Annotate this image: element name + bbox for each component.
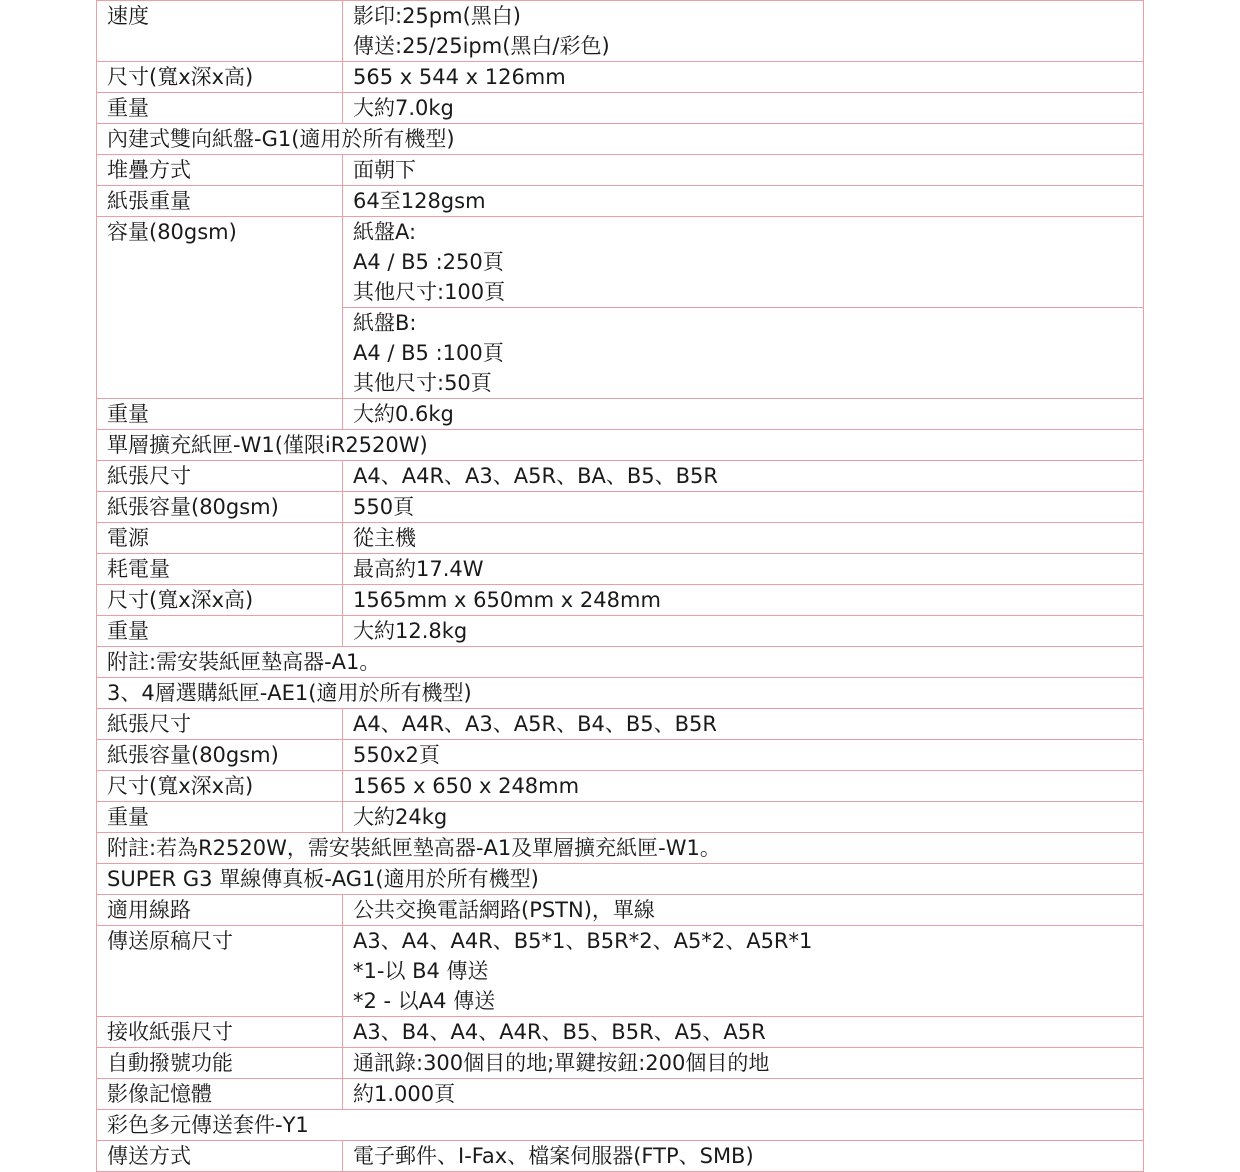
spec-text: 堆疊方式: [107, 158, 191, 182]
section-heading: [97, 833, 1143, 863]
spec-text: 550頁: [353, 495, 415, 519]
spec-value: [343, 740, 1143, 770]
spec-row: [96, 771, 1144, 802]
spec-value: [343, 1017, 1143, 1047]
spec-text: 565 x 544 x 126mm: [353, 65, 566, 89]
spec-label: [97, 399, 343, 429]
spec-text: 電源: [107, 526, 149, 550]
spec-text: 耗電量: [107, 557, 170, 581]
spec-text: 公共交換電話網路(PSTN)，單線: [353, 898, 655, 922]
spec-text: 其他尺寸:50頁: [353, 371, 492, 395]
spec-label: [97, 585, 343, 615]
spec-row: [96, 492, 1144, 523]
spec-text: 大約7.0kg: [353, 96, 454, 120]
spec-label: [97, 740, 343, 770]
spec-text: 單層擴充紙匣-W1(僅限iR2520W): [107, 433, 428, 457]
spec-text: 重量: [107, 619, 149, 643]
spec-text: 紙張容量(80gsm): [107, 743, 279, 767]
spec-value: [343, 399, 1143, 429]
spec-value: [343, 802, 1143, 832]
spec-text: 其他尺寸:100頁: [353, 280, 506, 304]
spec-label: [97, 1017, 343, 1047]
section-heading-row: [96, 647, 1144, 678]
spec-row: [96, 554, 1144, 585]
spec-text: 電子郵件、I-Fax、檔案伺服器(FTP、SMB): [353, 1144, 754, 1168]
spec-row: [96, 186, 1144, 217]
spec-label: [97, 1079, 343, 1109]
spec-text: 容量(80gsm): [107, 220, 237, 244]
spec-value: [343, 771, 1143, 801]
spec-label: [97, 802, 343, 832]
spec-label: [97, 709, 343, 739]
spec-text: 內建式雙向紙盤-G1(適用於所有機型): [107, 127, 455, 151]
spec-label: [97, 461, 343, 491]
spec-label: [97, 523, 343, 553]
spec-row: [96, 461, 1144, 492]
section-heading-row: [96, 678, 1144, 709]
spec-text: 重量: [107, 805, 149, 829]
spec-row: [96, 399, 1144, 430]
spec-text: 重量: [107, 96, 149, 120]
section-heading-row: [96, 833, 1144, 864]
spec-row: [96, 0, 1144, 62]
spec-text: 面朝下: [353, 158, 416, 182]
spec-label: [97, 1048, 343, 1078]
spec-text: 1565mm x 650mm x 248mm: [353, 588, 661, 612]
spec-row: [96, 740, 1144, 771]
spec-value: [343, 155, 1143, 185]
spec-text: 附註:若為R2520W，需安裝紙匣墊高器-A1及單層擴充紙匣-W1。: [107, 836, 721, 860]
spec-row: [96, 895, 1144, 926]
spec-label: [97, 771, 343, 801]
spec-row: [96, 93, 1144, 124]
spec-label: [97, 926, 343, 1016]
spec-text: 紙盤B:: [353, 311, 417, 335]
spec-text: 傳送方式: [107, 1144, 191, 1168]
spec-value: [343, 186, 1143, 216]
spec-text: 尺寸(寬x深x高): [107, 774, 254, 798]
spec-row: [96, 585, 1144, 616]
spec-value: [343, 93, 1143, 123]
spec-text: 3、4層選購紙匣-AE1(適用於所有機型): [107, 681, 472, 705]
spec-text: A4、A4R、A3、A5R、BA、B5、B5R: [353, 464, 718, 488]
spec-row: [96, 217, 1144, 399]
spec-text: *1-以 B4 傳送: [353, 959, 489, 983]
spec-text: 最高約17.4W: [353, 557, 484, 581]
spec-row: [96, 523, 1144, 554]
spec-row: [96, 62, 1144, 93]
spec-text: 影像記憶體: [107, 1082, 212, 1106]
spec-text: 大約24kg: [353, 805, 448, 829]
spec-text: 適用線路: [107, 898, 191, 922]
spec-value: [343, 616, 1143, 646]
spec-value: [343, 1, 1143, 61]
spec-value: [343, 709, 1143, 739]
spec-label: [97, 217, 343, 398]
spec-value: [343, 1079, 1143, 1109]
spec-value: [343, 1048, 1143, 1078]
spec-value: [343, 523, 1143, 553]
spec-text: A3、A4、A4R、B5*1、B5R*2、A5*2、A5R*1: [353, 929, 813, 953]
section-heading: [97, 864, 1143, 894]
spec-value: [343, 585, 1143, 615]
spec-value: [343, 217, 1143, 398]
spec-row: [96, 616, 1144, 647]
section-heading-row: [96, 430, 1144, 461]
spec-text: 重量: [107, 402, 149, 426]
section-heading: [97, 647, 1143, 677]
spec-row: [96, 709, 1144, 740]
spec-row: [96, 1048, 1144, 1079]
spec-text: 傳送原稿尺寸: [107, 929, 233, 953]
spec-row: [96, 1141, 1144, 1172]
section-heading: [97, 678, 1143, 708]
spec-text: 550x2頁: [353, 743, 440, 767]
spec-text: 64至128gsm: [353, 189, 486, 213]
section-heading-row: [96, 1110, 1144, 1141]
spec-text: 紙張尺寸: [107, 712, 191, 736]
spec-value: [343, 461, 1143, 491]
spec-text: 尺寸(寬x深x高): [107, 588, 254, 612]
spec-text: 尺寸(寬x深x高): [107, 65, 254, 89]
spec-text: 自動撥號功能: [107, 1051, 233, 1075]
section-heading: [97, 430, 1143, 460]
spec-text: 大約0.6kg: [353, 402, 454, 426]
spec-label: [97, 186, 343, 216]
spec-value: [343, 1141, 1143, 1171]
spec-label: [97, 93, 343, 123]
spec-row: [96, 155, 1144, 186]
spec-text: 紙張重量: [107, 189, 191, 213]
spec-value: [343, 926, 1143, 1016]
spec-value: [343, 554, 1143, 584]
spec-text: 從主機: [353, 526, 416, 550]
spec-value: [343, 62, 1143, 92]
spec-text: 通訊錄:300個目的地;單鍵按鈕:200個目的地: [353, 1051, 770, 1075]
spec-row: [96, 1017, 1144, 1048]
spec-text: SUPER G3 單線傳真板-AG1(適用於所有機型): [107, 867, 539, 891]
spec-label: [97, 62, 343, 92]
spec-text: 1565 x 650 x 248mm: [353, 774, 580, 798]
spec-text: 紙張尺寸: [107, 464, 191, 488]
section-heading-row: [96, 864, 1144, 895]
spec-text: A3、B4、A4、A4R、B5、B5R、A5、A5R: [353, 1020, 766, 1044]
spec-value: [343, 895, 1143, 925]
spec-text: 約1.000頁: [353, 1082, 456, 1106]
spec-label: [97, 492, 343, 522]
spec-text: A4、A4R、A3、A5R、B4、B5、B5R: [353, 712, 717, 736]
spec-label: [97, 895, 343, 925]
spec-text: 紙盤A:: [353, 220, 417, 244]
spec-row: [96, 1079, 1144, 1110]
spec-text: 彩色多元傳送套件-Y1: [107, 1113, 309, 1137]
spec-text: 大約12.8kg: [353, 619, 468, 643]
spec-text: 附註:需安裝紙匣墊高器-A1。: [107, 650, 381, 674]
section-heading-row: [96, 124, 1144, 155]
spec-label: [97, 554, 343, 584]
spec-text: A4 / B5 :100頁: [353, 341, 504, 365]
spec-text: 傳送:25/25ipm(黑白/彩色): [353, 34, 610, 58]
section-heading: [97, 124, 1143, 154]
spec-text: 速度: [107, 4, 149, 28]
spec-text: 接收紙張尺寸: [107, 1020, 233, 1044]
spec-value-block: [343, 307, 1143, 398]
spec-row: [96, 926, 1144, 1017]
spec-text: 影印:25pm(黑白): [353, 4, 521, 28]
spec-table: [96, 0, 1144, 1172]
spec-text: 紙張容量(80gsm): [107, 495, 279, 519]
section-heading: [97, 1110, 1143, 1140]
spec-label: [97, 155, 343, 185]
spec-value-block: [353, 217, 1143, 307]
spec-text: A4 / B5 :250頁: [353, 250, 504, 274]
spec-label: [97, 1, 343, 61]
spec-row: [96, 802, 1144, 833]
spec-label: [97, 616, 343, 646]
spec-value: [343, 492, 1143, 522]
spec-text: *2 - 以A4 傳送: [353, 989, 496, 1013]
spec-label: [97, 1141, 343, 1171]
